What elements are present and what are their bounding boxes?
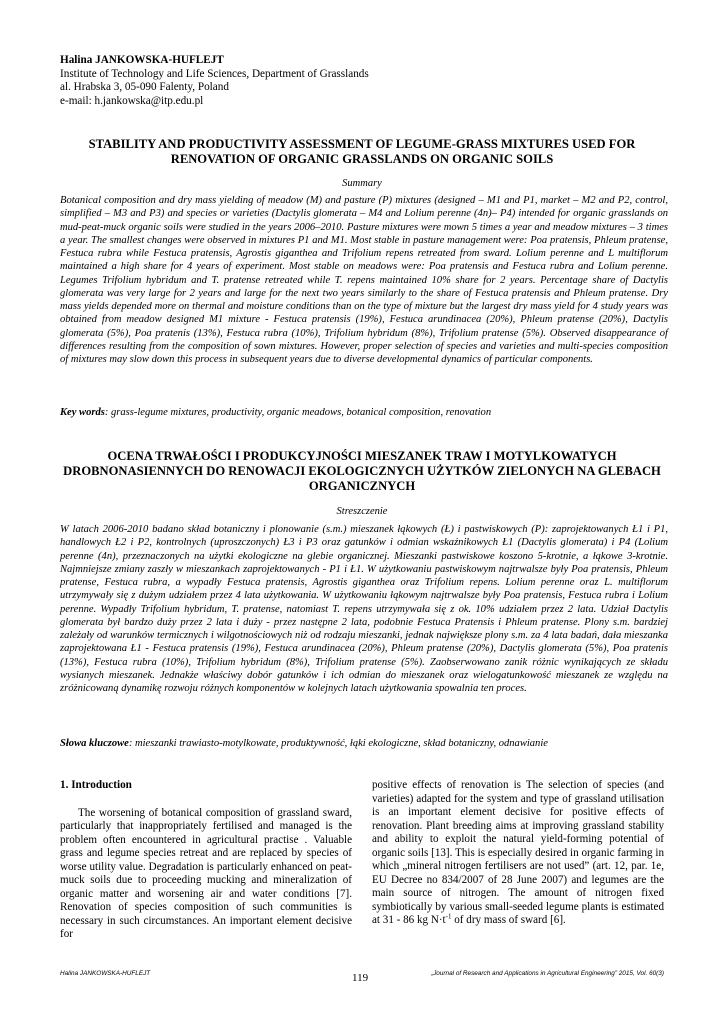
author-email: e-mail: h.jankowska@itp.edu.pl [60,94,204,107]
left-column [60,779,352,942]
footer-journal: „Journal of Research and Applications in Agricultural Engineering” 2015, Vol. 60(3) [430,970,664,977]
footer-author: Halina JANKOWSKA-HUFLEJT [60,970,151,977]
author-affiliation: Institute of Technology and Life Sciences, Department of Grasslands [60,67,369,80]
right-column [372,779,664,928]
intro-paragraph-2 [372,779,664,928]
page-number: 119 [352,972,369,984]
streszczenie-heading: Streszczenie [336,506,388,517]
author-block [60,54,670,108]
title-english: STABILITY AND PRODUCTIVITY ASSESSMENT OF LEGUME-GRASS MIXTURES USED FOR RENOVATION OF ORGANIC GRASSLANDS ON ORGANIC SOILS [88,137,636,166]
author-address: al. Hrabska 3, 05-090 Falenty, Poland [60,81,229,94]
intro-paragraph-2-end: of dry mass of sward [6]. [451,914,566,927]
keywords-text: : grass-legume mixtures, productivity, organic meadows, botanical composition, renovation [104,407,492,418]
keywords-line [60,406,668,419]
intro-paragraph-2-superscript: -1 [445,912,452,921]
author-name: Halina JANKOWSKA-HUFLEJT [60,54,224,66]
slowa-kluczowe-text: : mieszanki trawiasto-motylkowate, produktywność, łąki ekologiczne, skład botaniczny, odnawianie [128,738,548,749]
intro-paragraph-1: The worsening of botanical composition of grassland sward, particularly that inappropriately fertilised and managed is the problem often encountered in agricultural practise . Valuable grass and legume species retreat and are replaced by species of worse utility value. Degradation is particularly enhanced on peat-muck soils due to proceeding mucking and mineralization of organic matter and worsening air and water conditions [7]. Renovation of species composition of such communities is necessary in such circumstances. An important element decisive for [60,806,352,941]
intro-paragraph-2-main: positive effects of renovation is The selection of species (and varieties) adapted for the system and type of grassland utilisation is an important element decisive for positive effects of renovation. Plant breeding aims at improving grassland stability and ability to exploit the natural yield-forming potential of organic soils [13]. This is especially desired in organic farming in which „mineral nitrogen fertilisers are not used” (art. 12, par. 1e, EU Decree no 834/2007 of 28 June 2007) and legumes are the main source of nitrogen. The amount of nitrogen fixed symbiotically by various small-seeded legume plants is estimated at 31 - 86 kg N·t [372,779,664,927]
summary-text: Botanical composition and dry mass yielding of meadow (M) and pasture (P) mixtures (designed – M1 and P1, market – M2 and P2, control, simplified – M3 and P3) and species or varieties (Dactylis glomerata – M4 and Lolium perenne (4n)– P4) intended for organic grasslands on mud-peat-muck organic soils were studied in the years 2006–2010. Pasture mixtures were mown 5 times a year and meadow mixtures – 3 times a year. The smallest changes were observed in mixtures P1 and M1. Most stable in pasture management were: Poa pratensis, Phleum pratense, Festuca rubra while Festuca pratensis, Agrostis giganthea and Trifolium repens retreated from sward. Lolium perenne and L multiflorum maintained a high share for 4 years of experiment. Most stable on meadows were: Poa pratensis and Festuca rubra and Lolium perenne. Legumes Trifolium hybridum and T. pratense retreated while T. repens maintained 10% share for 2 years. Percentage share of Dactylis glomerata was very large for 2 years and large for the next two years similarly to the share of Festuca pratensis and Phleum pratense. Dry mass yields depended more on thermal and moisture conditions than on the type of mixture but the largest dry mass yield for 4 study years was obtained from meadow designed M1 mixture - Festuca pratensis (19%), Festuca arundinacea (20%), Phleum pratense (20%), Dactylis glomerata (5%), Poa pratenis (13%), Festuca rubra (10%), Trifolium hybridum (8%), Trifolium pratense (5%). Observed disappearance of differences resulting from the composition of sown mixtures. However, proper selection of species and varieties and multi-species composition of mixtures may slow down this process in subsequent years due to diverse developmental dynamics of particular components. [60,195,668,365]
summary-heading: Summary [342,178,382,189]
slowa-kluczowe-line [60,737,668,750]
title-polish: OCENA TRWAŁOŚCI I PRODUKCYJNOŚCI MIESZANEK TRAW I MOTYLKOWATYCH DROBNONASIENNYCH DO RENOWACJI EKOLOGICZNYCH UŻYTKÓW ZIELONYCH NA GLEBACH ORGANICZNYCH [63,449,661,493]
slowa-kluczowe-label: Słowa kluczowe [60,738,129,749]
keywords-label: Key words [60,407,105,418]
intro-heading: 1. Introduction [60,779,132,791]
streszczenie-text: W latach 2006-2010 badano skład botaniczny i plonowanie (s.m.) mieszanek łąkowych (Ł) i pastwiskowych (P): zaprojektowanych Ł1 i P1, handlowych Ł2 i P2, kontrolnych (uproszczonych) Ł3 i P3 oraz gatunków i odmian wskaźnikowych Ł1 (Dactylis glomerata) i P4 (Lolium perenne (4n), przeznaczonych na użytki ekologiczne na glebie organicznej. Mieszanki pastwiskowe koszono 5-krotnie, a łąkowe 3-krotnie. Najmniejsze zmiany zaszły w mieszankach zaprojektowanych - P1 i Ł1. W użytkowaniu pastwiskowym najtrwalsze były Poa pratensis, Phleum pratense, Festuca rubra, a wypadły Festuca pratensis, Agrostis giganthea oraz Trifolium repens. Lolium perenne oraz L. multiflorum utrzymywały się z dużym udziałem przez 4 lata użytkowania. W użytkowaniu łąkowym najtrwalsze były Poa pratensis, Festuca rubra i Lolium perenne. Wypadły Trifolium hybridum, T. pratense, natomiast T. repens utrzymywała się z ok. 10% udziałem przez 2 lata. Udział Dactylis glomerata był bardzo duży przez 2 lata i duży - przez następne 2 lata, podobnie Festuca Pratensis i Phleum pratense. Plony s.m. bardziej zależały od warunków termicznych i wilgotnościowych niż od rodzaju mieszanki, jednak największe plony s.m. za 4 lata badań, dała mieszanka zaprojektowana Ł1 - Festuca pratensis (19%), Festuca arundinacea (20%), Phleum pratense (20%), Dactylis glomerata (5%), Poa pratenis (13%), Festuca rubra (10%), Trifolium hybridum (8%), Trifolium pratense (5%). Zaobserwowano zanik różnic wynikających ze składu wysianych mieszanek. Jednakże właściwy dobór gatunków i ich odmian do mieszanek oraz wielogatunkowość mieszanek ze względu na zróżnicowaną dynamikę rozwoju różnych komponentów w kolejnych latach użytkowania spowalnia ten proces. [60,524,668,694]
